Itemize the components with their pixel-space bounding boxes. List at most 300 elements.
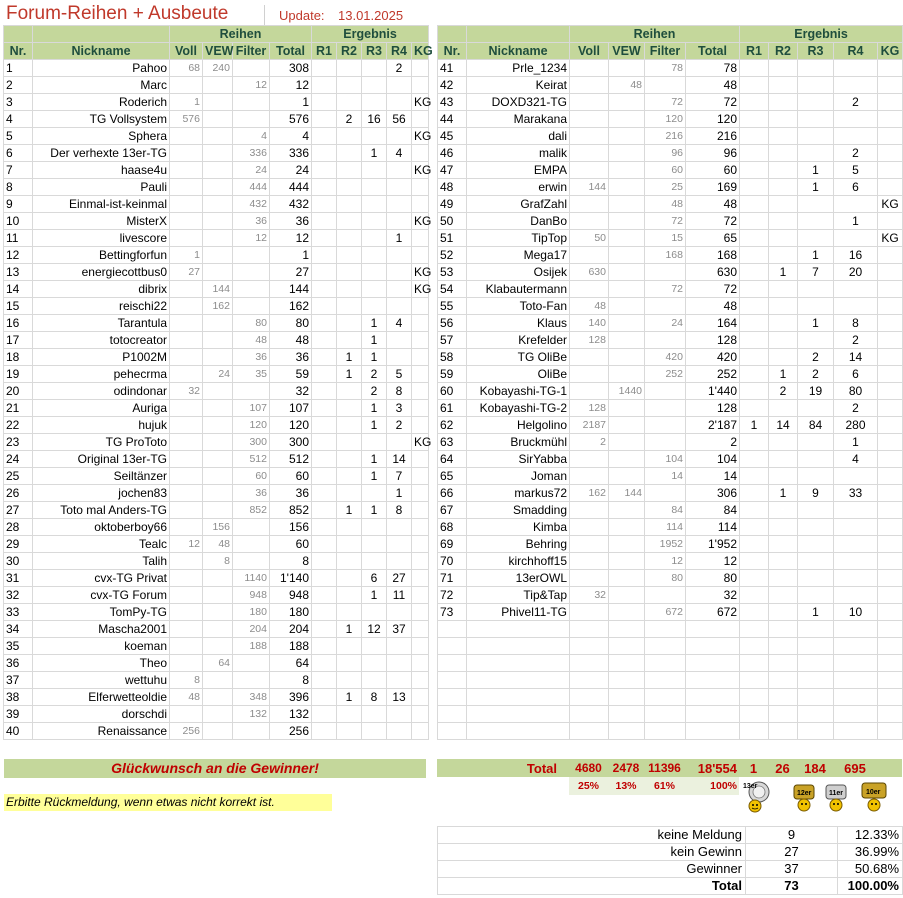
cell-vew	[609, 230, 645, 247]
cell-r1	[312, 298, 337, 315]
cell-kg	[878, 128, 903, 145]
table-row	[438, 264, 903, 281]
cell-kg	[878, 485, 903, 502]
cell-r4	[834, 281, 878, 298]
table-row	[4, 213, 429, 230]
cell-r2	[337, 196, 362, 213]
cell-total: 1	[270, 94, 312, 111]
cell-kg	[412, 706, 429, 723]
cell-r2	[769, 451, 798, 468]
cell-r4: 4	[834, 451, 878, 468]
cell-vew	[203, 570, 233, 587]
cell-total: 204	[270, 621, 312, 638]
cell-r4	[387, 77, 412, 94]
cell-kg: KG	[412, 281, 429, 298]
cell-vew	[203, 502, 233, 519]
cell-name: hujuk	[33, 417, 170, 434]
cell-total: 144	[270, 281, 312, 298]
cell-filter: 216	[645, 128, 686, 145]
cell-total: 36	[270, 349, 312, 366]
cell-r2	[769, 502, 798, 519]
cell-voll	[570, 468, 609, 485]
cell-r2: 1	[337, 621, 362, 638]
cell-voll: 8	[170, 672, 203, 689]
cell-filter: 80	[233, 315, 270, 332]
col-header-filter: Filter	[233, 43, 270, 60]
cell-r1	[312, 434, 337, 451]
cell-total: 8	[270, 553, 312, 570]
cell-nr: 8	[4, 179, 33, 196]
cell-r4: 10	[834, 604, 878, 621]
cell-kg	[412, 60, 429, 77]
empty-cell	[467, 723, 570, 740]
cell-filter	[645, 77, 686, 94]
cell-voll	[170, 315, 203, 332]
cell-voll	[570, 536, 609, 553]
cell-r1	[312, 519, 337, 536]
cell-r1	[312, 196, 337, 213]
cell-vew	[203, 315, 233, 332]
cell-r1	[312, 536, 337, 553]
cell-voll	[170, 77, 203, 94]
cell-name: Marakana	[467, 111, 570, 128]
cell-vew: 24	[203, 366, 233, 383]
cell-vew	[203, 264, 233, 281]
cell-r3: 7	[798, 264, 834, 281]
table-row	[438, 570, 903, 587]
cell-r4: 2	[834, 400, 878, 417]
cell-vew	[203, 162, 233, 179]
empty-cell	[645, 621, 686, 638]
summary-label: Gewinner	[438, 861, 746, 878]
col-header-nickname: Nickname	[467, 43, 570, 60]
cell-r2	[769, 604, 798, 621]
cell-voll	[570, 94, 609, 111]
cell-name: kirchhoff15	[467, 553, 570, 570]
cell-r4: 2	[387, 60, 412, 77]
cell-r1	[740, 298, 769, 315]
cell-kg	[878, 468, 903, 485]
cell-filter	[233, 264, 270, 281]
cell-r2	[337, 383, 362, 400]
cell-r3: 1	[362, 451, 387, 468]
summary-label: Total	[438, 878, 746, 895]
cell-kg	[878, 298, 903, 315]
cell-r3	[362, 162, 387, 179]
summary-row	[438, 878, 903, 895]
cell-total: 78	[686, 60, 740, 77]
cell-r1	[740, 349, 769, 366]
cell-nr: 55	[438, 298, 467, 315]
cell-r4: 4	[387, 315, 412, 332]
cell-voll	[570, 451, 609, 468]
cell-vew	[203, 128, 233, 145]
cell-filter: 672	[645, 604, 686, 621]
table-row	[438, 111, 903, 128]
cell-r3	[798, 111, 834, 128]
cell-r2	[337, 468, 362, 485]
cell-filter: 4	[233, 128, 270, 145]
cell-r4: 1	[387, 230, 412, 247]
cell-filter	[233, 60, 270, 77]
cell-r4	[834, 519, 878, 536]
cell-vew: 162	[203, 298, 233, 315]
cell-r1	[312, 128, 337, 145]
cell-voll	[570, 77, 609, 94]
cell-r3	[798, 230, 834, 247]
cell-r4	[834, 60, 878, 77]
cell-voll: 140	[570, 315, 609, 332]
table-row	[438, 94, 903, 111]
cell-r2	[769, 349, 798, 366]
cell-r3: 2	[362, 383, 387, 400]
cell-r2	[769, 587, 798, 604]
cell-r2	[769, 162, 798, 179]
cell-voll	[570, 383, 609, 400]
cell-r1	[740, 213, 769, 230]
cell-vew	[203, 604, 233, 621]
cell-total: 59	[270, 366, 312, 383]
cell-vew	[203, 179, 233, 196]
cell-voll	[170, 621, 203, 638]
cell-vew: 48	[203, 536, 233, 553]
cell-vew	[609, 247, 645, 264]
cell-r4	[387, 332, 412, 349]
cell-nr: 42	[438, 77, 467, 94]
cell-filter: 1140	[233, 570, 270, 587]
cell-r1	[740, 383, 769, 400]
cell-kg	[878, 502, 903, 519]
cell-vew	[609, 417, 645, 434]
cell-voll	[170, 587, 203, 604]
cell-nr: 7	[4, 162, 33, 179]
cell-vew	[203, 145, 233, 162]
table-row	[438, 366, 903, 383]
table-row	[438, 145, 903, 162]
cell-r1	[740, 485, 769, 502]
cell-name: dibrix	[33, 281, 170, 298]
cell-name: livescore	[33, 230, 170, 247]
cell-r1	[740, 264, 769, 281]
empty-cell	[645, 689, 686, 706]
cell-r1	[740, 315, 769, 332]
cell-r1	[740, 247, 769, 264]
cell-voll: 1	[170, 247, 203, 264]
cell-total: 32	[270, 383, 312, 400]
cell-name: GrafZahl	[467, 196, 570, 213]
cell-r3	[798, 502, 834, 519]
summary-pct: 100.00%	[838, 878, 903, 895]
cell-voll: 68	[170, 60, 203, 77]
cell-kg	[878, 366, 903, 383]
empty-cell	[878, 706, 903, 723]
cell-total: 80	[270, 315, 312, 332]
empty-cell	[645, 672, 686, 689]
table-row	[438, 230, 903, 247]
cell-r4: 5	[834, 162, 878, 179]
cell-voll	[170, 604, 203, 621]
cell-name: Mega17	[467, 247, 570, 264]
cell-kg	[878, 315, 903, 332]
cell-nr: 19	[4, 366, 33, 383]
col-header-nickname: Nickname	[33, 43, 170, 60]
cell-voll	[170, 213, 203, 230]
cell-voll	[170, 434, 203, 451]
table-row	[438, 485, 903, 502]
cell-nr: 26	[4, 485, 33, 502]
empty-cell	[438, 723, 467, 740]
cell-r3	[362, 706, 387, 723]
header-ergebnis: Ergebnis	[740, 26, 903, 43]
cell-filter	[233, 655, 270, 672]
empty-cell	[798, 638, 834, 655]
cell-r1	[312, 485, 337, 502]
cell-name: Einmal-ist-keinmal	[33, 196, 170, 213]
cell-nr: 28	[4, 519, 33, 536]
cell-r2	[769, 519, 798, 536]
cell-r3	[798, 77, 834, 94]
cell-voll: 27	[170, 264, 203, 281]
cell-nr: 69	[438, 536, 467, 553]
cell-voll: 144	[570, 179, 609, 196]
empty-cell	[609, 638, 645, 655]
cell-nr: 20	[4, 383, 33, 400]
cell-r4: 1	[387, 485, 412, 502]
cell-kg	[412, 587, 429, 604]
cell-nr: 22	[4, 417, 33, 434]
empty-cell	[834, 655, 878, 672]
cell-filter: 107	[233, 400, 270, 417]
table-row	[4, 417, 429, 434]
cell-r4: 6	[834, 366, 878, 383]
cell-total: 630	[686, 264, 740, 281]
cell-nr: 51	[438, 230, 467, 247]
cell-r2	[337, 213, 362, 230]
cell-voll	[170, 485, 203, 502]
cell-r1	[312, 332, 337, 349]
empty-cell	[686, 706, 740, 723]
cell-r3	[362, 264, 387, 281]
empty-cell	[769, 706, 798, 723]
cell-r1	[740, 77, 769, 94]
cell-r3	[798, 451, 834, 468]
header-blank	[438, 26, 467, 43]
cell-r4: 1	[834, 434, 878, 451]
table-row	[438, 468, 903, 485]
cell-total: 120	[686, 111, 740, 128]
cell-nr: 34	[4, 621, 33, 638]
cell-r2: 1	[337, 366, 362, 383]
cell-vew	[609, 179, 645, 196]
cell-total: 852	[270, 502, 312, 519]
cell-r3	[362, 655, 387, 672]
totals-vew-pct: 13%	[608, 777, 644, 795]
summary-label: keine Meldung	[438, 827, 746, 844]
cell-total: 512	[270, 451, 312, 468]
cell-total: 396	[270, 689, 312, 706]
cell-r1	[312, 213, 337, 230]
cell-r3	[798, 94, 834, 111]
table-row	[4, 298, 429, 315]
cell-r1	[312, 723, 337, 740]
cell-vew	[203, 638, 233, 655]
cell-total: 60	[686, 162, 740, 179]
cell-filter: 36	[233, 349, 270, 366]
cell-r1	[740, 94, 769, 111]
cell-r3: 84	[798, 417, 834, 434]
cell-vew	[609, 111, 645, 128]
cell-filter	[645, 264, 686, 281]
empty-cell	[686, 723, 740, 740]
cell-vew	[203, 621, 233, 638]
empty-cell	[686, 638, 740, 655]
cell-r3	[362, 94, 387, 111]
cell-total: 420	[686, 349, 740, 366]
empty-cell	[609, 621, 645, 638]
cell-r3: 1	[798, 315, 834, 332]
cell-filter: 24	[233, 162, 270, 179]
cell-vew	[609, 315, 645, 332]
cell-filter	[233, 281, 270, 298]
cell-total: 128	[686, 332, 740, 349]
cell-r1	[312, 417, 337, 434]
cell-total: 48	[270, 332, 312, 349]
cell-kg: KG	[412, 434, 429, 451]
cell-vew	[609, 128, 645, 145]
cell-nr: 30	[4, 553, 33, 570]
empty-cell	[645, 723, 686, 740]
cell-filter	[645, 587, 686, 604]
empty-cell	[878, 655, 903, 672]
cell-r2	[769, 298, 798, 315]
cell-r3	[362, 128, 387, 145]
totals-filter-pct: 61%	[644, 777, 685, 795]
cell-r1	[740, 179, 769, 196]
cell-vew	[203, 94, 233, 111]
11er-medal-icon	[826, 785, 846, 811]
cell-r4	[387, 519, 412, 536]
cell-filter: 96	[645, 145, 686, 162]
cell-name: Sphera	[33, 128, 170, 145]
cell-r3	[362, 213, 387, 230]
cell-name: Toto mal Anders-TG	[33, 502, 170, 519]
cell-name: Renaissance	[33, 723, 170, 740]
cell-filter	[645, 298, 686, 315]
col-header-nr: Nr.	[4, 43, 33, 60]
cell-r3: 1	[798, 162, 834, 179]
empty-cell	[769, 723, 798, 740]
col-header-voll: Voll	[570, 43, 609, 60]
cell-total: 72	[686, 94, 740, 111]
cell-vew	[203, 434, 233, 451]
cell-r3	[798, 519, 834, 536]
empty-cell	[438, 672, 467, 689]
cell-r2	[337, 417, 362, 434]
cell-filter	[233, 111, 270, 128]
cell-kg: KG	[878, 196, 903, 213]
cell-voll	[570, 145, 609, 162]
title-divider	[264, 5, 265, 27]
cell-name: odindonar	[33, 383, 170, 400]
cell-r3	[362, 196, 387, 213]
table-row	[438, 417, 903, 434]
empty-cell	[878, 672, 903, 689]
cell-name: DanBo	[467, 213, 570, 230]
cell-r4	[834, 196, 878, 213]
cell-total: 36	[270, 485, 312, 502]
cell-r3	[362, 434, 387, 451]
table-row	[438, 604, 903, 621]
table-row	[4, 502, 429, 519]
table-row	[438, 383, 903, 400]
cell-r4	[834, 468, 878, 485]
summary-pct: 12.33%	[838, 827, 903, 844]
cell-filter	[233, 383, 270, 400]
cell-nr: 15	[4, 298, 33, 315]
empty-cell	[878, 621, 903, 638]
cell-r2	[769, 179, 798, 196]
cell-total: 12	[270, 230, 312, 247]
cell-filter	[233, 536, 270, 553]
cell-r1	[740, 111, 769, 128]
empty-cell	[686, 621, 740, 638]
cell-filter: 48	[233, 332, 270, 349]
cell-r1	[312, 587, 337, 604]
table-row	[4, 638, 429, 655]
cell-total: 2'187	[686, 417, 740, 434]
cell-r3	[362, 536, 387, 553]
cell-r3: 1	[362, 417, 387, 434]
cell-nr: 72	[438, 587, 467, 604]
totals-r1: 1	[739, 759, 768, 777]
header-blank	[4, 26, 33, 43]
cell-name: oktoberboy66	[33, 519, 170, 536]
medal-label: 13er	[743, 783, 758, 790]
cell-r3	[362, 485, 387, 502]
table-row	[4, 451, 429, 468]
cell-nr: 35	[4, 638, 33, 655]
cell-total: 256	[270, 723, 312, 740]
cell-r2	[769, 111, 798, 128]
cell-vew	[203, 485, 233, 502]
10er-medal-icon	[862, 783, 886, 811]
cell-r4	[834, 553, 878, 570]
cell-r2	[769, 128, 798, 145]
cell-r4	[834, 502, 878, 519]
cell-r4	[387, 179, 412, 196]
cell-kg: KG	[412, 213, 429, 230]
table-row	[438, 553, 903, 570]
header-reihen: Reihen	[570, 26, 740, 43]
cell-kg	[878, 60, 903, 77]
col-header-voll: Voll	[170, 43, 203, 60]
cell-r3	[798, 60, 834, 77]
cell-r2	[769, 230, 798, 247]
cell-r3	[798, 298, 834, 315]
cell-vew: 48	[609, 77, 645, 94]
table-row	[4, 60, 429, 77]
table-row	[4, 247, 429, 264]
cell-nr: 48	[438, 179, 467, 196]
cell-total: 300	[270, 434, 312, 451]
cell-r4	[387, 128, 412, 145]
cell-vew	[609, 332, 645, 349]
cell-vew	[203, 383, 233, 400]
cell-voll	[570, 162, 609, 179]
cell-total: 1'140	[270, 570, 312, 587]
table-row	[4, 281, 429, 298]
cell-r3: 1	[362, 400, 387, 417]
